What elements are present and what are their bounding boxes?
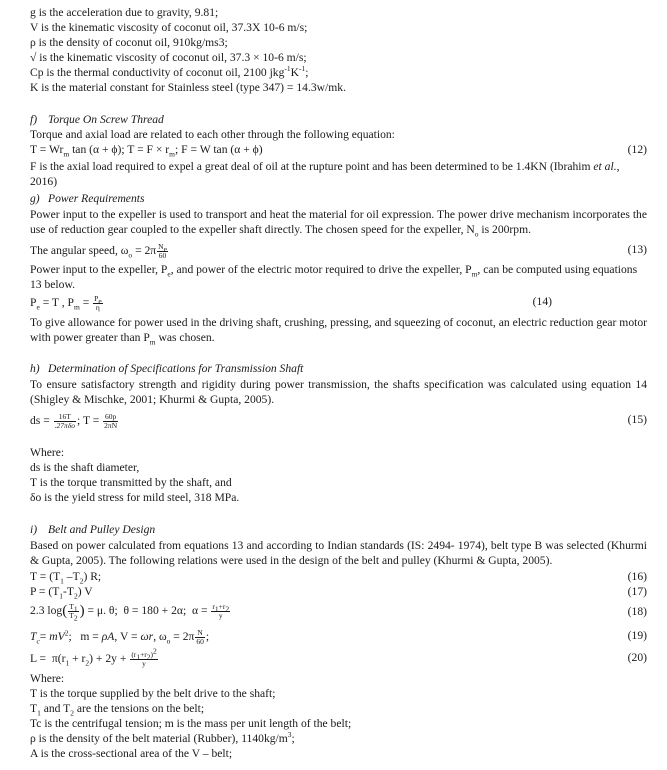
- var-line-v: V is the kinematic viscosity of coconut oil, 37.3X 10-6 m/s;: [30, 21, 308, 34]
- var-line-k: K is the material constant for Stainless steel (type 347) = 14.3w/mk.: [30, 81, 346, 94]
- equation-20-number: (20): [627, 651, 647, 664]
- section-g-para3: To give allowance for power used in the driving shaft, crushing, pressing, and squeezing of coconut, an electric reduction gear motor with power greater than $P_m$ was chosen.: [30, 316, 647, 347]
- section-i-para: Based on power calculated from equations 13 and according to Indian standards (IS: 2494- 1974), belt type B was selected (Khurmi & Gupta, 2005). The following relations were used in the design of the belt and pulley (Khurmi & Gupta, 2005).: [30, 539, 647, 567]
- section-g-para2: Power input to the expeller, $P_e$, and power of the electric motor required to drive the expeller, $P_m$, can be computed using equations: [30, 263, 638, 279]
- section-g-heading: g) Power Requirements: [30, 192, 145, 205]
- equation-20: $L = \pi(r_1 + r_2) + 2y$ + $\frac{(r_1+r_2)^2}{y}$: [30, 646, 157, 668]
- section-g-para2-cont: 13 below.: [30, 278, 75, 291]
- equation-15-number: (15): [627, 413, 647, 426]
- equation-16-number: (16): [627, 570, 647, 583]
- var-line-sqrt: √ is the kinematic viscosity of coconut oil, 37.3 × 10-6 m/s;: [30, 51, 307, 64]
- equation-17: $P = (T_1-T_2)$ V: [30, 585, 93, 601]
- equation-15: ds = $\frac{16T}{\text{.27πδo}}$ ; T = $\frac{60p}{2\pi N}$: [30, 412, 118, 430]
- section-h-where-2: T is the torque transmitted by the shaft, and: [30, 476, 232, 489]
- var-line-g: g is the acceleration due to gravity, 9.81;: [30, 6, 219, 19]
- section-f-body: F is the axial load required to expel a great deal of oil at the rupture point and has been determined to be 1.4KN (Ibrahim et al.,: [30, 160, 620, 173]
- section-i-where-5: A is the cross-sectional area of the V – belt;: [30, 747, 233, 760]
- equation-18-number: (18): [627, 605, 647, 618]
- equation-12: $T = Wr_m$ tan (α + ϕ); $T = F \times r_m$; F = W tan (α + ϕ): [30, 143, 263, 159]
- section-i-heading: i) Belt and Pulley Design: [30, 523, 156, 536]
- equation-19: $T_c= mV^2$; m = ρA, V = ωr, $\omega_o = 2\pi$ $\frac{N}{60}$ ;: [30, 628, 210, 646]
- equation-14: $P_e = T$ , $P_m$ = $\frac{P_e}{\eta}$: [30, 294, 102, 312]
- section-h-where-1: ds is the shaft diameter,: [30, 461, 140, 474]
- equation-13: The angular speed, $\omega_o = 2\pi$ $\frac{N_e}{60}$: [30, 242, 167, 260]
- section-h-heading: h) Determination of Specifications for Transmission Shaft: [30, 362, 304, 375]
- section-h-para: To ensure satisfactory strength and rigidity during power transmission, the shafts specification was calculated using equation 14 (Shigley & Mischke, 2001; Khurmi & Gupta, 2005).: [30, 378, 647, 406]
- section-i-where-4: ρ is the density of the belt material (Rubber), $1140kg/m^3$;: [30, 730, 295, 745]
- var-line-rho: ρ is the density of coconut oil, 910kg/ms3;: [30, 36, 228, 49]
- equation-17-number: (17): [627, 585, 647, 598]
- section-h-where: Where:: [30, 446, 65, 459]
- section-i-where-2: $T_1$ and $T_2$ are the tensions on the belt;: [30, 702, 205, 718]
- equation-16: $T = (T_1$ $-T_2$) R;: [30, 570, 102, 586]
- equation-19-number: (19): [627, 629, 647, 642]
- section-f-intro: Torque and axial load are related to each other through the following equation:: [30, 128, 395, 141]
- section-i-where-1: T is the torque supplied by the belt drive to the shaft;: [30, 687, 276, 700]
- section-h-where-3: δo is the yield stress for mild steel, 318 MPa.: [30, 491, 240, 504]
- section-f-heading: f) Torque On Screw Thread: [30, 113, 164, 126]
- section-f-body-cont: 2016): [30, 175, 58, 188]
- var-line-cp: Cp is the thermal conductivity of coconut oil, 2100 $jkg^{-1}K^{-1}$;: [30, 64, 309, 79]
- section-g-para1: Power input to the expeller is used to transport and heat the material for oil expression. The power drive mechanism incorporates the use of reduction gear coupled to the expeller shaft directly. The chosen speed for the expeller, $N_o$ is 200rpm.: [30, 208, 647, 239]
- equation-13-number: (13): [627, 243, 647, 256]
- equation-18: 2.3 log( $\frac{T_1}{T_2}$ ) = μ. θ; θ = 180 + 2α; α = $\frac{r_1+r_2}{y}$: [30, 602, 230, 623]
- section-i-where: Where:: [30, 672, 65, 685]
- section-i-where-3: Tc is the centrifugal tension; m is the mass per unit length of the belt;: [30, 717, 352, 730]
- equation-12-number: (12): [627, 143, 647, 156]
- equation-14-number: (14): [532, 295, 552, 308]
